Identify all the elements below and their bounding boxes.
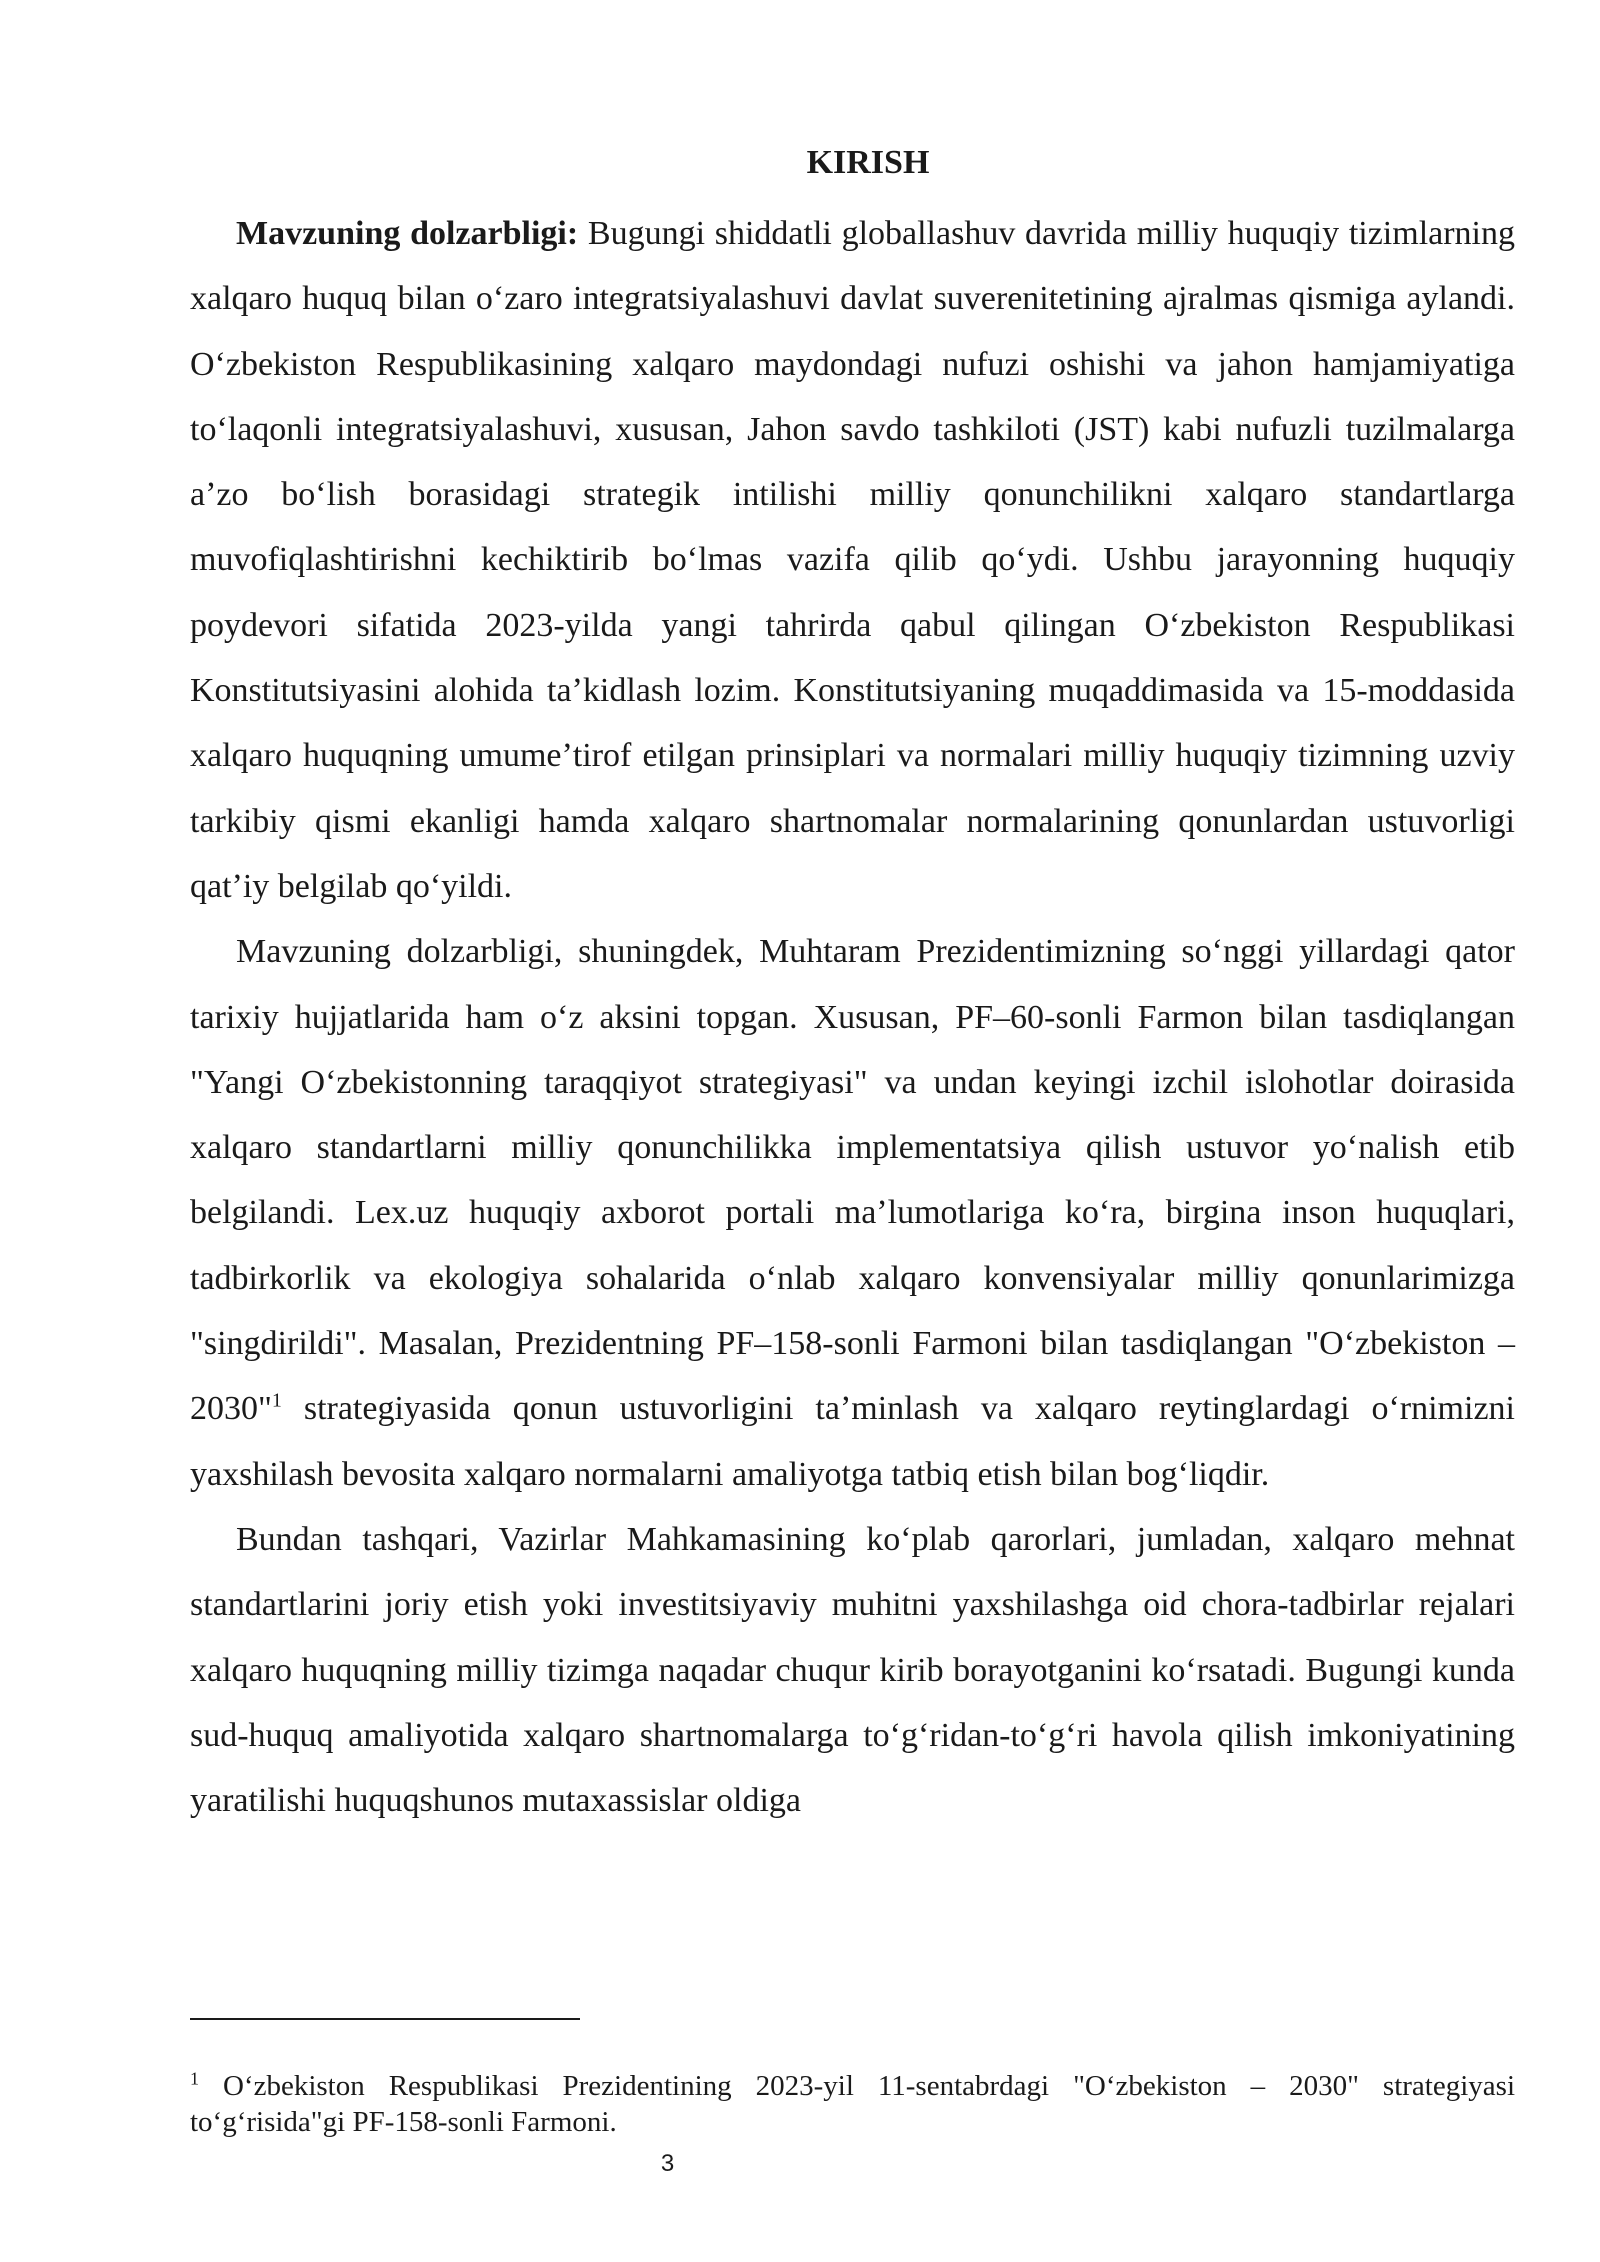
paragraph-3 xyxy=(190,1507,1515,1833)
paragraph-1 xyxy=(190,201,1515,919)
footnote-text: Oʻzbekiston Respublikasi Prezidentining 2023-yil 11-sentabrdagi "Oʻzbekiston – 2030" strategiyasi toʻgʻrisida"gi PF-158-sonli Farmoni. xyxy=(190,2070,1515,2138)
page-number: 3 xyxy=(660,2150,675,2177)
paragraph-text: Mavzuning dolzarbligi, shuningdek, Muhtaram Prezidentimizning soʻnggi yillardagi qator tarixiy hujjatlarida ham oʻz aksini topgan. Xususan, PF–60-sonli Farmon bilan tasdiqlangan "Yangi Oʻzbekistonning taraqqiyot strategiyasi" va undan keyingi izchil islohotlar doirasida xalqaro standartlarni milliy qonunchilikka implementatsiya qilish ustuvor yoʻnalish etib belgilandi. Lex.uz huquqiy axborot portali maʼlumotlariga koʻra, birgina inson huquqlari, tadbirkorlik va ekologiya sohalarida oʻnlab xalqaro konvensiyalar milliy qonunlarimizga "singdirildi". Masalan, Prezidentning PF–158-sonli Farmoni bilan tasdiqlangan "Oʻzbekiston – 2030" xyxy=(190,933,1515,1428)
paragraph-text: Bundan tashqari, Vazirlar Mahkamasining koʻplab qarorlari, jumladan, xalqaro mehnat standartlarini joriy etish yoki investitsiyaviy muhitni yaxshilashga oid chora-tadbirlar rejalari xalqaro huquqning milliy tizimga naqadar chuqur kirib borayotganini koʻrsatadi. Bugungi kunda sud-huquq amaliyotida xalqaro shartnomalarga toʻgʻridan-toʻgʻri havola qilish imkoniyatining yaratilishi huquqshunos mutaxassislar oldiga xyxy=(190,1520,1515,1820)
paragraph-text: strategiyasida qonun ustuvorligini taʼminlash va xalqaro reytinglardagi oʻrnimizni yaxshilash bevosita xalqaro normalarni amaliyotga tatbiq etish bilan bogʻliqdir. xyxy=(190,1390,1515,1493)
paragraph-text: Bugungi shiddatli globallashuv davrida milliy huquqiy tizimlarning xalqaro huquq bilan oʻzaro integratsiyalashuvi davlat suverenitetining ajralmas qismiga aylandi. Oʻzbekiston Respublikasining xalqaro maydondagi nufuzi oshishi va jahon hamjamiyatiga toʻlaqonli integratsiyalashuvi, xususan, Jahon savdo tashkiloti (JST) kabi nufuzli tuzilmalarga aʼzo boʻlish borasidagi strategik intilishi milliy qonunchilikni xalqaro standartlarga muvofiqlashtirishni kechiktirib boʻlmas vazifa qilib qoʻydi. Ushbu jarayonning huquqiy poydevori sifatida 2023-yilda yangi tahrirda qabul qilingan Oʻzbekiston Respublikasi Konstitutsiyasini alohida taʼkidlash lozim. Konstitutsiyaning muqaddimasida va 15-moddasida xalqaro huquqning umumeʼtirof etilgan prinsiplari va normalari milliy huquqiy tizimning uzviy tarkibiy qismi ekanligi hamda xalqaro shartnomalar normalarining qonunlardan ustuvorligi qatʼiy belgilab qoʻyildi. xyxy=(190,215,1515,905)
page-heading: KIRISH xyxy=(806,144,930,181)
footnote xyxy=(190,2068,1515,2140)
footnote-number: 1 xyxy=(190,2068,199,2089)
paragraph-2 xyxy=(190,919,1515,1507)
paragraph-lead: Mavzuning dolzarbligi: xyxy=(236,215,579,252)
footnote-separator xyxy=(190,2018,580,2020)
body-text xyxy=(190,201,1515,1833)
footnote-reference[interactable]: 1 xyxy=(271,1390,282,1413)
